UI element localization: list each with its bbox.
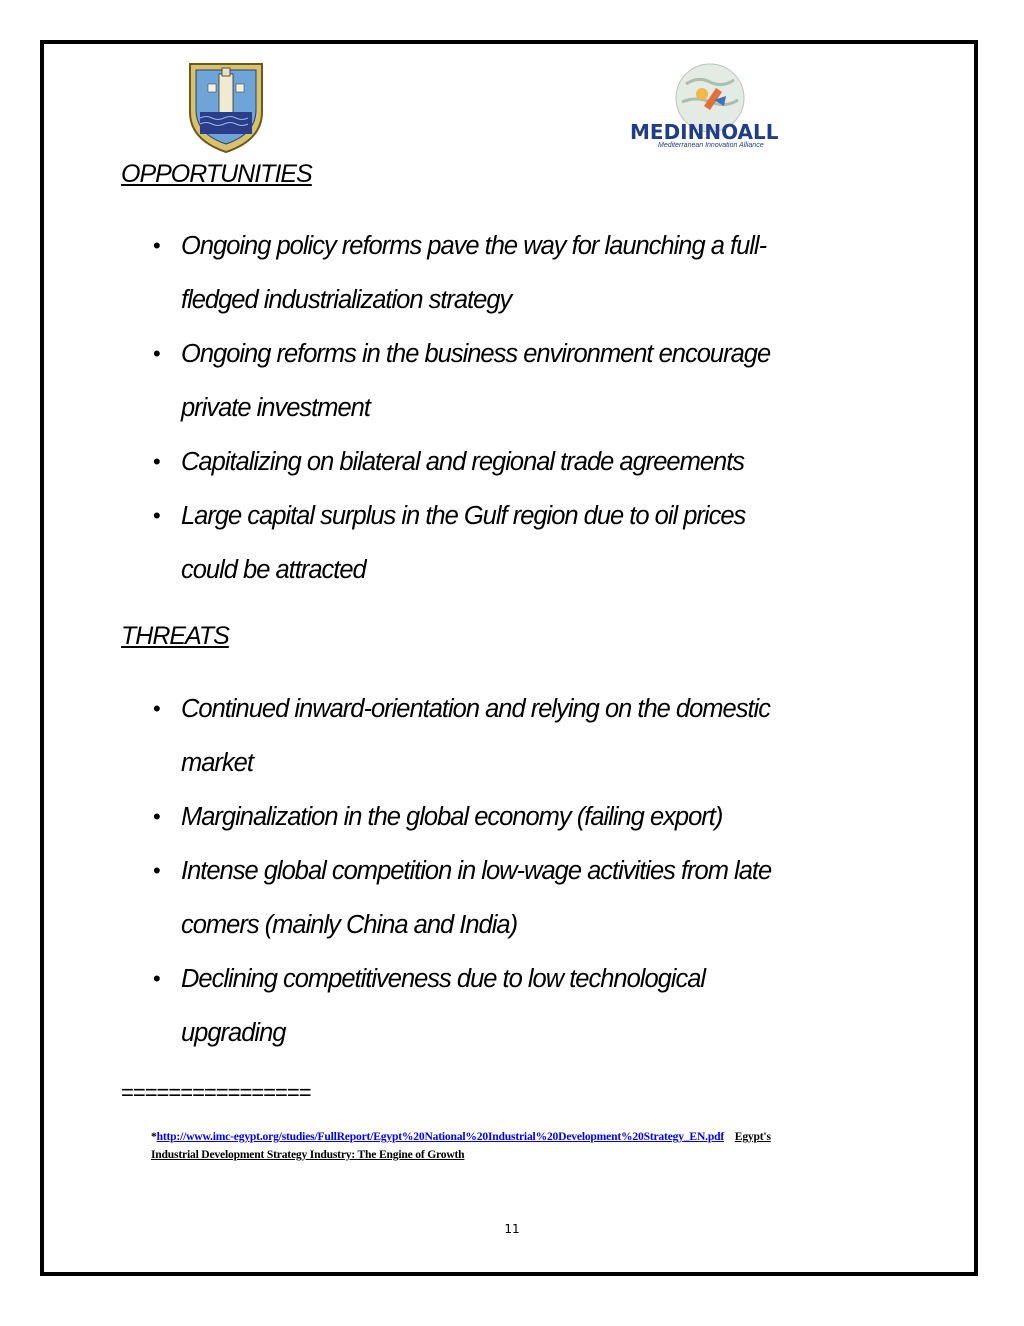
list-item	[121, 952, 881, 1060]
list-item	[121, 844, 881, 952]
list-item	[121, 435, 881, 489]
threats-heading: THREATS	[121, 622, 229, 650]
item-line: could be attracted	[181, 556, 366, 584]
item-line: Declining competitiveness due to low technological	[181, 965, 706, 993]
medinnoall-logo-text: MEDINNOALL	[630, 120, 779, 144]
list-item	[121, 219, 881, 327]
threats-list	[121, 682, 881, 1060]
list-item	[121, 682, 881, 790]
footnote-link[interactable]: http://www.imc-egypt.org/studies/FullReport/Egypt%20National%20Industrial%20Development%20Strategy_EN.pdf	[156, 1130, 724, 1143]
item-line: Intense global competition in low-wage activities from late	[181, 857, 772, 885]
item-line: upgrading	[181, 1019, 286, 1047]
bullet-icon: •	[153, 503, 160, 528]
item-line: fledged industrialization strategy	[181, 286, 512, 314]
footnote-title-part2: Industrial Development Strategy Industry: The Engine of Growth	[151, 1148, 465, 1161]
footnote-title-part1: Egypt's	[734, 1130, 771, 1143]
bullet-icon: •	[153, 449, 160, 474]
item-line: Ongoing reforms in the business environment encourage	[181, 340, 771, 368]
list-item	[121, 327, 881, 435]
item-line: market	[181, 749, 253, 777]
bullet-icon: •	[153, 696, 160, 721]
item-line: Large capital surplus in the Gulf region due to oil prices	[181, 502, 746, 530]
bullet-icon: •	[153, 858, 160, 883]
opportunities-heading: OPPORTUNITIES	[121, 160, 312, 188]
item-line: Capitalizing on bilateral and regional trade agreements	[181, 448, 745, 476]
footnote	[151, 1128, 911, 1164]
list-item	[121, 790, 881, 844]
medinnoall-logo-subtitle: Mediterranean Innovation Alliance	[658, 142, 764, 149]
item-line: Marginalization in the global economy (failing export)	[181, 803, 723, 831]
list-item	[121, 489, 881, 597]
bullet-icon: •	[153, 233, 160, 258]
bullet-icon: •	[153, 966, 160, 991]
item-line: private investment	[181, 394, 370, 422]
alexandria-university-logo	[186, 60, 266, 156]
opportunities-list	[121, 219, 881, 597]
item-line: comers (mainly China and India)	[181, 911, 518, 939]
bullet-icon: •	[153, 804, 160, 829]
footnote-asterisk: *	[151, 1130, 157, 1143]
separator-line: ================	[121, 1080, 311, 1105]
item-line: Continued inward-orientation and relying on the domestic	[181, 695, 770, 723]
bullet-icon: •	[153, 341, 160, 366]
medinnoall-logo	[630, 62, 790, 154]
item-line: Ongoing policy reforms pave the way for launching a full-	[181, 232, 767, 260]
page-number: 11	[504, 1222, 520, 1236]
